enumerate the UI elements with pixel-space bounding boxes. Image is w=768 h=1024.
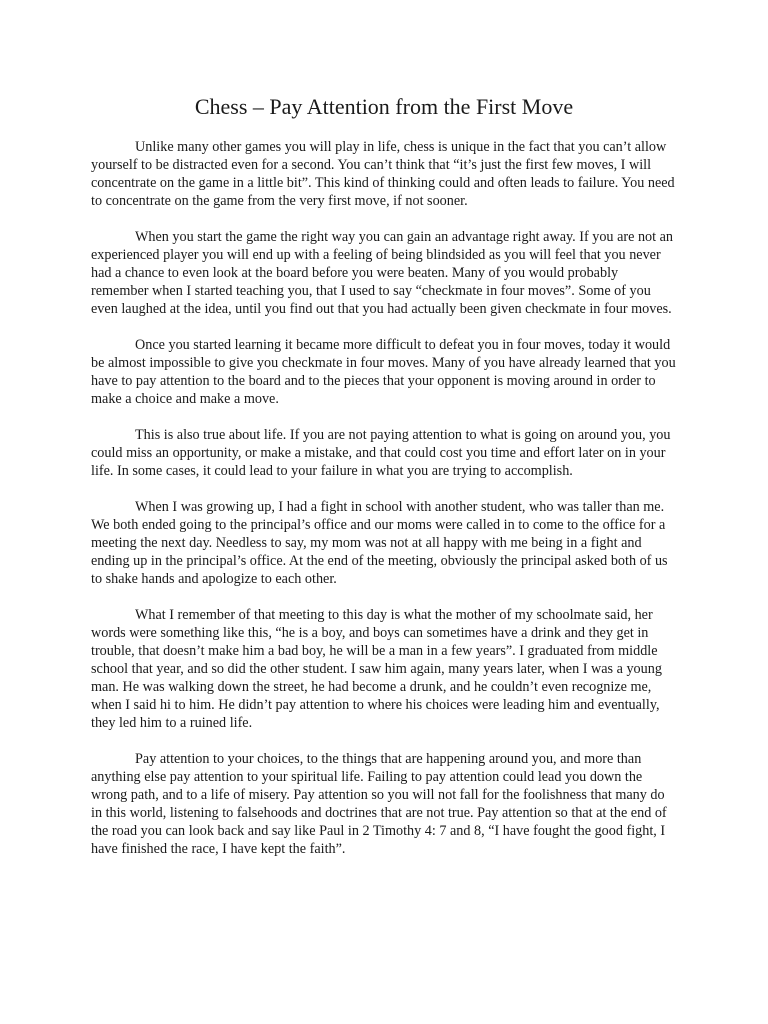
- paragraph-1: Unlike many other games you will play in life, chess is unique in the fact that you can’t allow yourself to be distracted even for a second. You can’t think that “it’s just the first few moves, I will concentrate on the game in a little bit”. This kind of thinking could and often leads to failure. You need to concentrate on the game from the very first move, if not sooner.: [91, 139, 675, 209]
- paragraph-3: Once you started learning it became more difficult to defeat you in four moves, today it would be almost impossible to give you checkmate in four moves. Many of you have already learned that you have to pay attention to the board and to the pieces that your opponent is moving around in order to make a choice and make a move.: [91, 337, 676, 407]
- paragraph-7: Pay attention to your choices, to the things that are happening around you, and more than anything else pay attention to your spiritual life. Failing to pay attention could lead you down the wrong path, and to a life of misery. Pay attention so you will not fall for the foolishness that many do in this world, listening to falsehoods and doctrines that are not true. Pay attention so that at the end of the road you can look back and say like Paul in 2 Timothy 4: 7 and 8, “I have fought the good fight, I have finished the race, I have kept the faith”.: [91, 751, 667, 857]
- paragraph-4: This is also true about life. If you are not paying attention to what is going on around you, you could miss an opportunity, or make a mistake, and that could cost you time and effort later on in your life. In some cases, it could lead to your failure in what you are trying to accomplish.: [91, 427, 671, 479]
- paragraph-6: What I remember of that meeting to this day is what the mother of my schoolmate said, her words were something like this, “he is a boy, and boys can sometimes have a drink and they get in trouble, that doesn’t make him a bad boy, he will be a man in a few years”. I graduated from middle school that year, and so did the other student. I saw him again, many years later, when I was a young man. He was walking down the street, he had become a drunk, and he couldn’t even recognize me, when I said hi to him. He didn’t pay attention to where his choices were leading him and eventually, they led him to a ruined life.: [91, 607, 662, 731]
- document-page: [91, 92, 677, 876]
- paragraph-2: When you start the game the right way you can gain an advantage right away. If you are not an experienced player you will end up with a feeling of being blindsided as you will feel that you never had a chance to even look at the board before you were beaten. Many of you would probably remember when I started teaching you, that I used to say “checkmate in four moves”. Some of you even laughed at the idea, until you find out that you had actually been given checkmate in four moves.: [91, 229, 674, 317]
- paragraph-5: When I was growing up, I had a fight in school with another student, who was taller than me. We both ended going to the principal’s office and our moms were called in to come to the office for a meeting the next day. Needless to say, my mom was not at all happy with me being in a fight and ending up in the principal’s office. At the end of the meeting, obviously the principal asked both of us to shake hands and apologize to each other.: [91, 499, 668, 587]
- document-title: Chess – Pay Attention from the First Move: [194, 94, 574, 119]
